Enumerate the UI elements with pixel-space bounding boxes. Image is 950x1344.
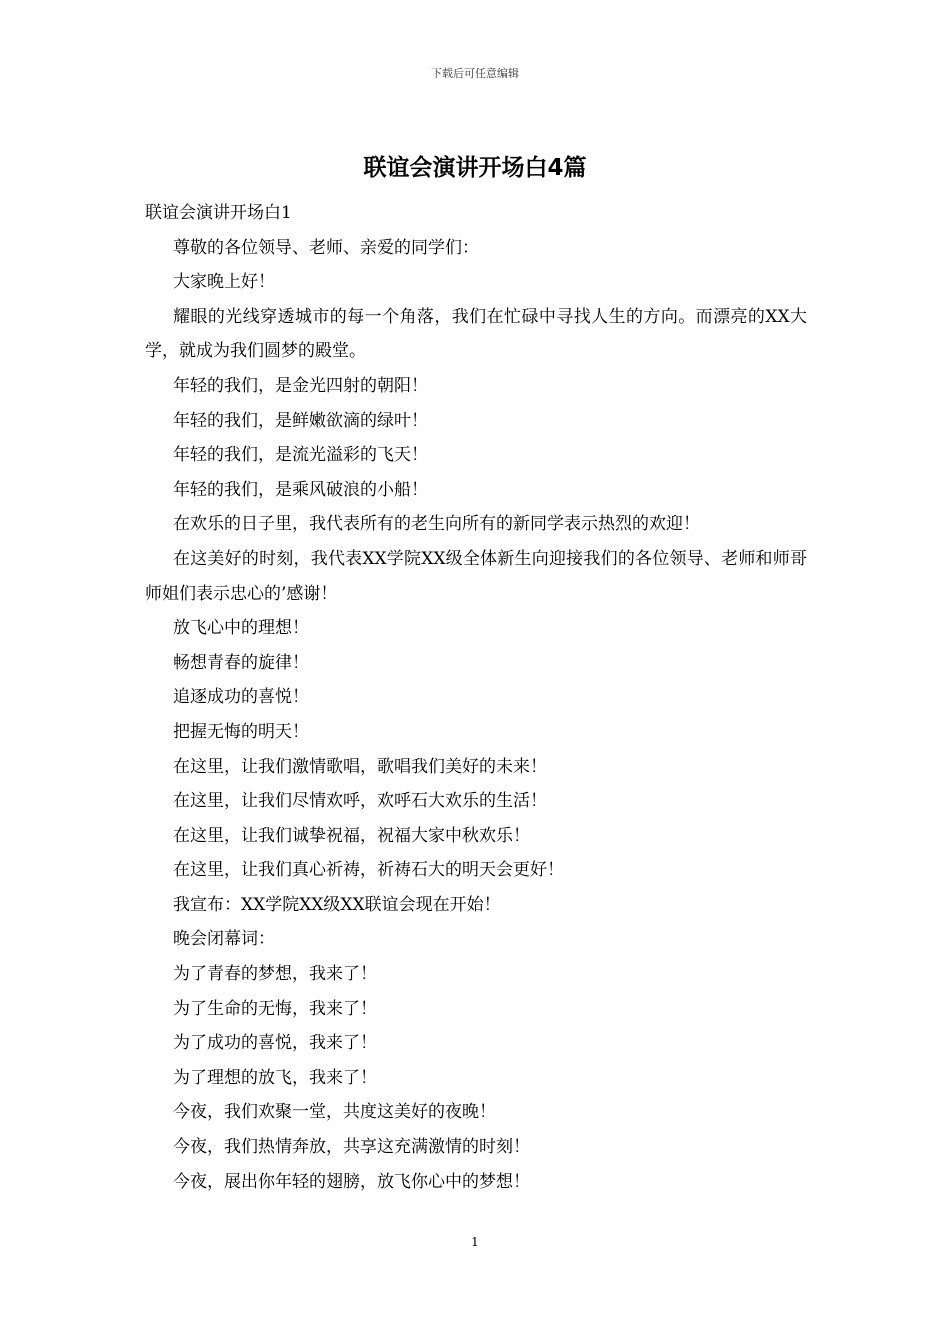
section-heading: 联谊会演讲开场白1 [145,203,292,223]
document-title: 联谊会演讲开场白4篇 [363,155,587,181]
paragraph: 年轻的我们，是金光四射的朝阳！ [173,375,428,396]
paragraph: 今夜，我们热情奔放，共享这充满激情的时刻！ [173,1137,530,1158]
paragraph: 为了青春的梦想，我来了！ [173,964,377,985]
paragraph: 在这里，让我们激情歌唱，歌唱我们美好的未来！ [173,756,547,777]
paragraph: 晚会闭幕词： [173,929,275,950]
paragraph: 畅想青春的旋律！ [173,652,309,673]
paragraph: 放飞心中的理想！ [173,618,309,639]
paragraph: 在这里，让我们尽情欢呼，欢呼石大欢乐的生活！ [173,791,547,812]
paragraph: 为了生命的无悔，我来了！ [173,998,377,1019]
page-number: 1 [471,1235,479,1249]
paragraph: 尊敬的各位领导、老师、亲爱的同学们： [173,237,479,258]
paragraph: 耀眼的光线穿透城市的每一个角落，我们在忙碌中寻找人生的方向。而漂亮的XX大学，就成为我们圆梦的殿堂。 [145,306,807,362]
document-body [145,196,807,1199]
paragraph: 为了理想的放飞，我来了！ [173,1067,377,1088]
header-note: 下载后可任意编辑 [431,67,519,80]
paragraph: 年轻的我们，是鲜嫩欲滴的绿叶！ [173,410,428,431]
paragraph: 为了成功的喜悦，我来了！ [173,1033,377,1054]
paragraph: 在这美好的时刻，我代表XX学院XX级全体新生向迎接我们的各位领导、老师和师哥师姐们表示忠心的’感谢！ [145,548,807,604]
paragraph: 把握无悔的明天！ [173,721,309,742]
paragraph: 我宣布：XX学院XX级XX联谊会现在开始！ [173,894,501,915]
paragraph: 今夜，我们欢聚一堂，共度这美好的夜晚！ [173,1102,496,1123]
paragraph: 在这里，让我们真心祈祷，祈祷石大的明天会更好！ [173,860,564,881]
paragraph: 大家晚上好！ [173,272,275,293]
paragraph: 今夜，展出你年轻的翅膀，放飞你心中的梦想！ [173,1171,530,1192]
paragraph: 在欢乐的日子里，我代表所有的老生向所有的新同学表示热烈的欢迎！ [173,514,700,535]
paragraph: 年轻的我们，是流光溢彩的飞天！ [173,445,428,466]
paragraph: 追逐成功的喜悦！ [173,687,309,708]
paragraph: 年轻的我们，是乘风破浪的小船！ [173,479,428,500]
paragraph: 在这里，让我们诚挚祝福，祝福大家中秋欢乐！ [173,825,530,846]
